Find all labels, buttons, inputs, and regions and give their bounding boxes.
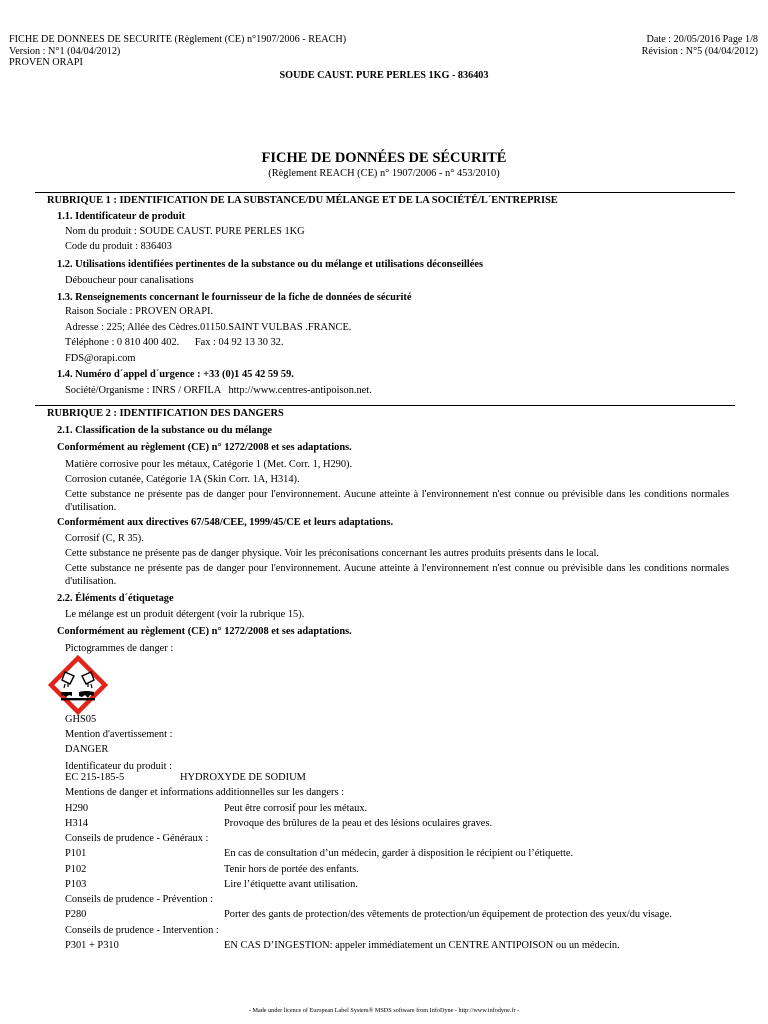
corrosif-class: Corrosif (C, R 35). xyxy=(65,533,144,544)
revision: Révision : N°5 (04/04/2012) xyxy=(641,46,758,57)
version: Version : N°1 (04/04/2012) xyxy=(9,46,121,57)
product-name: Nom du produit : SOUDE CAUST. PURE PERLES 1KG xyxy=(65,226,305,237)
detergent-note: Le mélange est un produit détergent (voir la rubrique 15). xyxy=(65,609,305,620)
env-statement-1: Cette substance ne présente pas de danger pour l'environnement. Aucune atteinte à l'environnement n'est connue ou prévisible dans les conditions normales d'utilisation. xyxy=(65,489,729,513)
statement-text: Provoque des brûlures de la peau et des lésions oculaires graves. xyxy=(224,818,493,829)
signal-word-label: Mention d'avertissement : xyxy=(65,729,173,740)
clp-line-1: Matière corrosive pour les métaux, Catégorie 1 (Met. Corr. 1, H290). xyxy=(65,459,353,470)
section-divider xyxy=(35,192,735,193)
physical-statement: Cette substance ne présente pas de danger physique. Voir les préconisations concernant les autres produits présents dans le local. xyxy=(65,548,600,559)
precaution-intervention-label: Conseils de prudence - Intervention : xyxy=(65,925,219,936)
section-divider xyxy=(35,405,735,406)
emergency-organisme: Société/Organisme : INRS / ORFILA http://www.centres-antipoison.net. xyxy=(65,385,372,396)
address: Adresse : 225; Allée des Cèdres.01150.SAINT VULBAS .FRANCE. xyxy=(65,322,352,333)
footer-credit: - Made under licence of European Label System® MSDS software from InfoDyne - http://www.infodyne.fr - xyxy=(248,1007,520,1014)
statement-code: P101 xyxy=(65,848,87,859)
s22-heading: 2.2. Éléments d´étiquetage xyxy=(57,593,174,604)
s12-heading: 1.2. Utilisations identifiées pertinentes de la substance ou du mélange et utilisations déconseillées xyxy=(57,259,484,270)
statement-text: En cas de consultation d’un médecin, garder à disposition le récipient ou l’étiquette. xyxy=(224,848,574,859)
company-name: PROVEN ORAPI xyxy=(9,57,83,68)
statement-text: EN CAS D’INGESTION: appeler immédiatement un CENTRE ANTIPOISON ou un médecin. xyxy=(224,940,620,951)
precaution-general-label: Conseils de prudence - Généraux : xyxy=(65,833,209,844)
s21-heading: 2.1. Classification de la substance ou du mélange xyxy=(57,425,273,436)
ghs05-corrosion-icon xyxy=(48,655,108,715)
statement-code: H290 xyxy=(65,803,89,814)
signal-word: DANGER xyxy=(65,744,109,755)
directive-heading: Conformément aux directives 67/548/CEE, 1999/45/CE et leurs adaptations. xyxy=(57,517,394,528)
product-code: Code du produit : 836403 xyxy=(65,241,172,252)
page-subtitle: (Règlement REACH (CE) n° 1907/2006 - n° 453/2010) xyxy=(268,168,500,179)
section2-heading: RUBRIQUE 2 : IDENTIFICATION DES DANGERS xyxy=(47,408,284,419)
s14-heading: 1.4. Numéro d´appel d´urgence : +33 (0)1 45 42 59 59. xyxy=(57,369,294,380)
clp-heading: Conformément au règlement (CE) n° 1272/2008 et ses adaptations. xyxy=(57,442,352,453)
date-page: Date : 20/05/2016 Page 1/8 xyxy=(646,34,758,45)
env-statement-2: Cette substance ne présente pas de danger pour l'environnement. Aucune atteinte à l'environnement n'est connue ou prévisible dans les conditions normales d'utilisation. xyxy=(65,563,729,587)
precaution-prevention-label: Conseils de prudence - Prévention : xyxy=(65,894,214,905)
statement-text: Peut être corrosif pour les métaux. xyxy=(224,803,368,814)
s13-heading: 1.3. Renseignements concernant le fournisseur de la fiche de données de sécurité xyxy=(57,292,412,303)
product-identifier-label: Identificateur du produit : xyxy=(65,761,173,772)
s11-heading: 1.1. Identificateur de produit xyxy=(57,211,186,222)
substance-name: HYDROXYDE DE SODIUM xyxy=(180,772,306,783)
statement-code: H314 xyxy=(65,818,89,829)
clp-line-2: Corrosion cutanée, Catégorie 1A (Skin Corr. 1A, H314). xyxy=(65,474,300,485)
pictograms-label: Pictogrammes de danger : xyxy=(65,643,174,654)
product-use: Déboucheur pour canalisations xyxy=(65,275,194,286)
raison-sociale: Raison Sociale : PROVEN ORAPI. xyxy=(65,306,214,317)
statement-code: P103 xyxy=(65,879,87,890)
doc-title: FICHE DE DONNEES DE SECURITE (Règlement (CE) n°1907/2006 - REACH) xyxy=(9,34,347,45)
section1-heading: RUBRIQUE 1 : IDENTIFICATION DE LA SUBSTANCE/DU MÉLANGE ET DE LA SOCIÉTÉ/L´ENTREPRISE xyxy=(47,195,558,206)
telephone-fax: Téléphone : 0 810 400 402. Fax : 04 92 13 30 32. xyxy=(65,337,284,348)
ghs-code: GHS05 xyxy=(65,714,97,725)
statement-code: P102 xyxy=(65,864,87,875)
statement-text: Lire l’étiquette avant utilisation. xyxy=(224,879,358,890)
email: FDS@orapi.com xyxy=(65,353,136,364)
statement-text: Porter des gants de protection/des vêtements de protection/un équipement de protection des yeux/du visage. xyxy=(224,909,672,920)
statement-text: Tenir hors de portée des enfants. xyxy=(224,864,359,875)
product-line: SOUDE CAUST. PURE PERLES 1KG - 836403 xyxy=(279,70,489,81)
statement-code: P280 xyxy=(65,909,87,920)
hazard-statements-label: Mentions de danger et informations additionnelles sur les dangers : xyxy=(65,787,345,798)
page-title: FICHE DE DONNÉES DE SÉCURITÉ xyxy=(261,150,507,166)
clp-heading-2: Conformément au règlement (CE) n° 1272/2008 et ses adaptations. xyxy=(57,626,352,637)
ec-number: EC 215-185-5 xyxy=(65,772,125,783)
statement-code: P301 + P310 xyxy=(65,940,119,951)
